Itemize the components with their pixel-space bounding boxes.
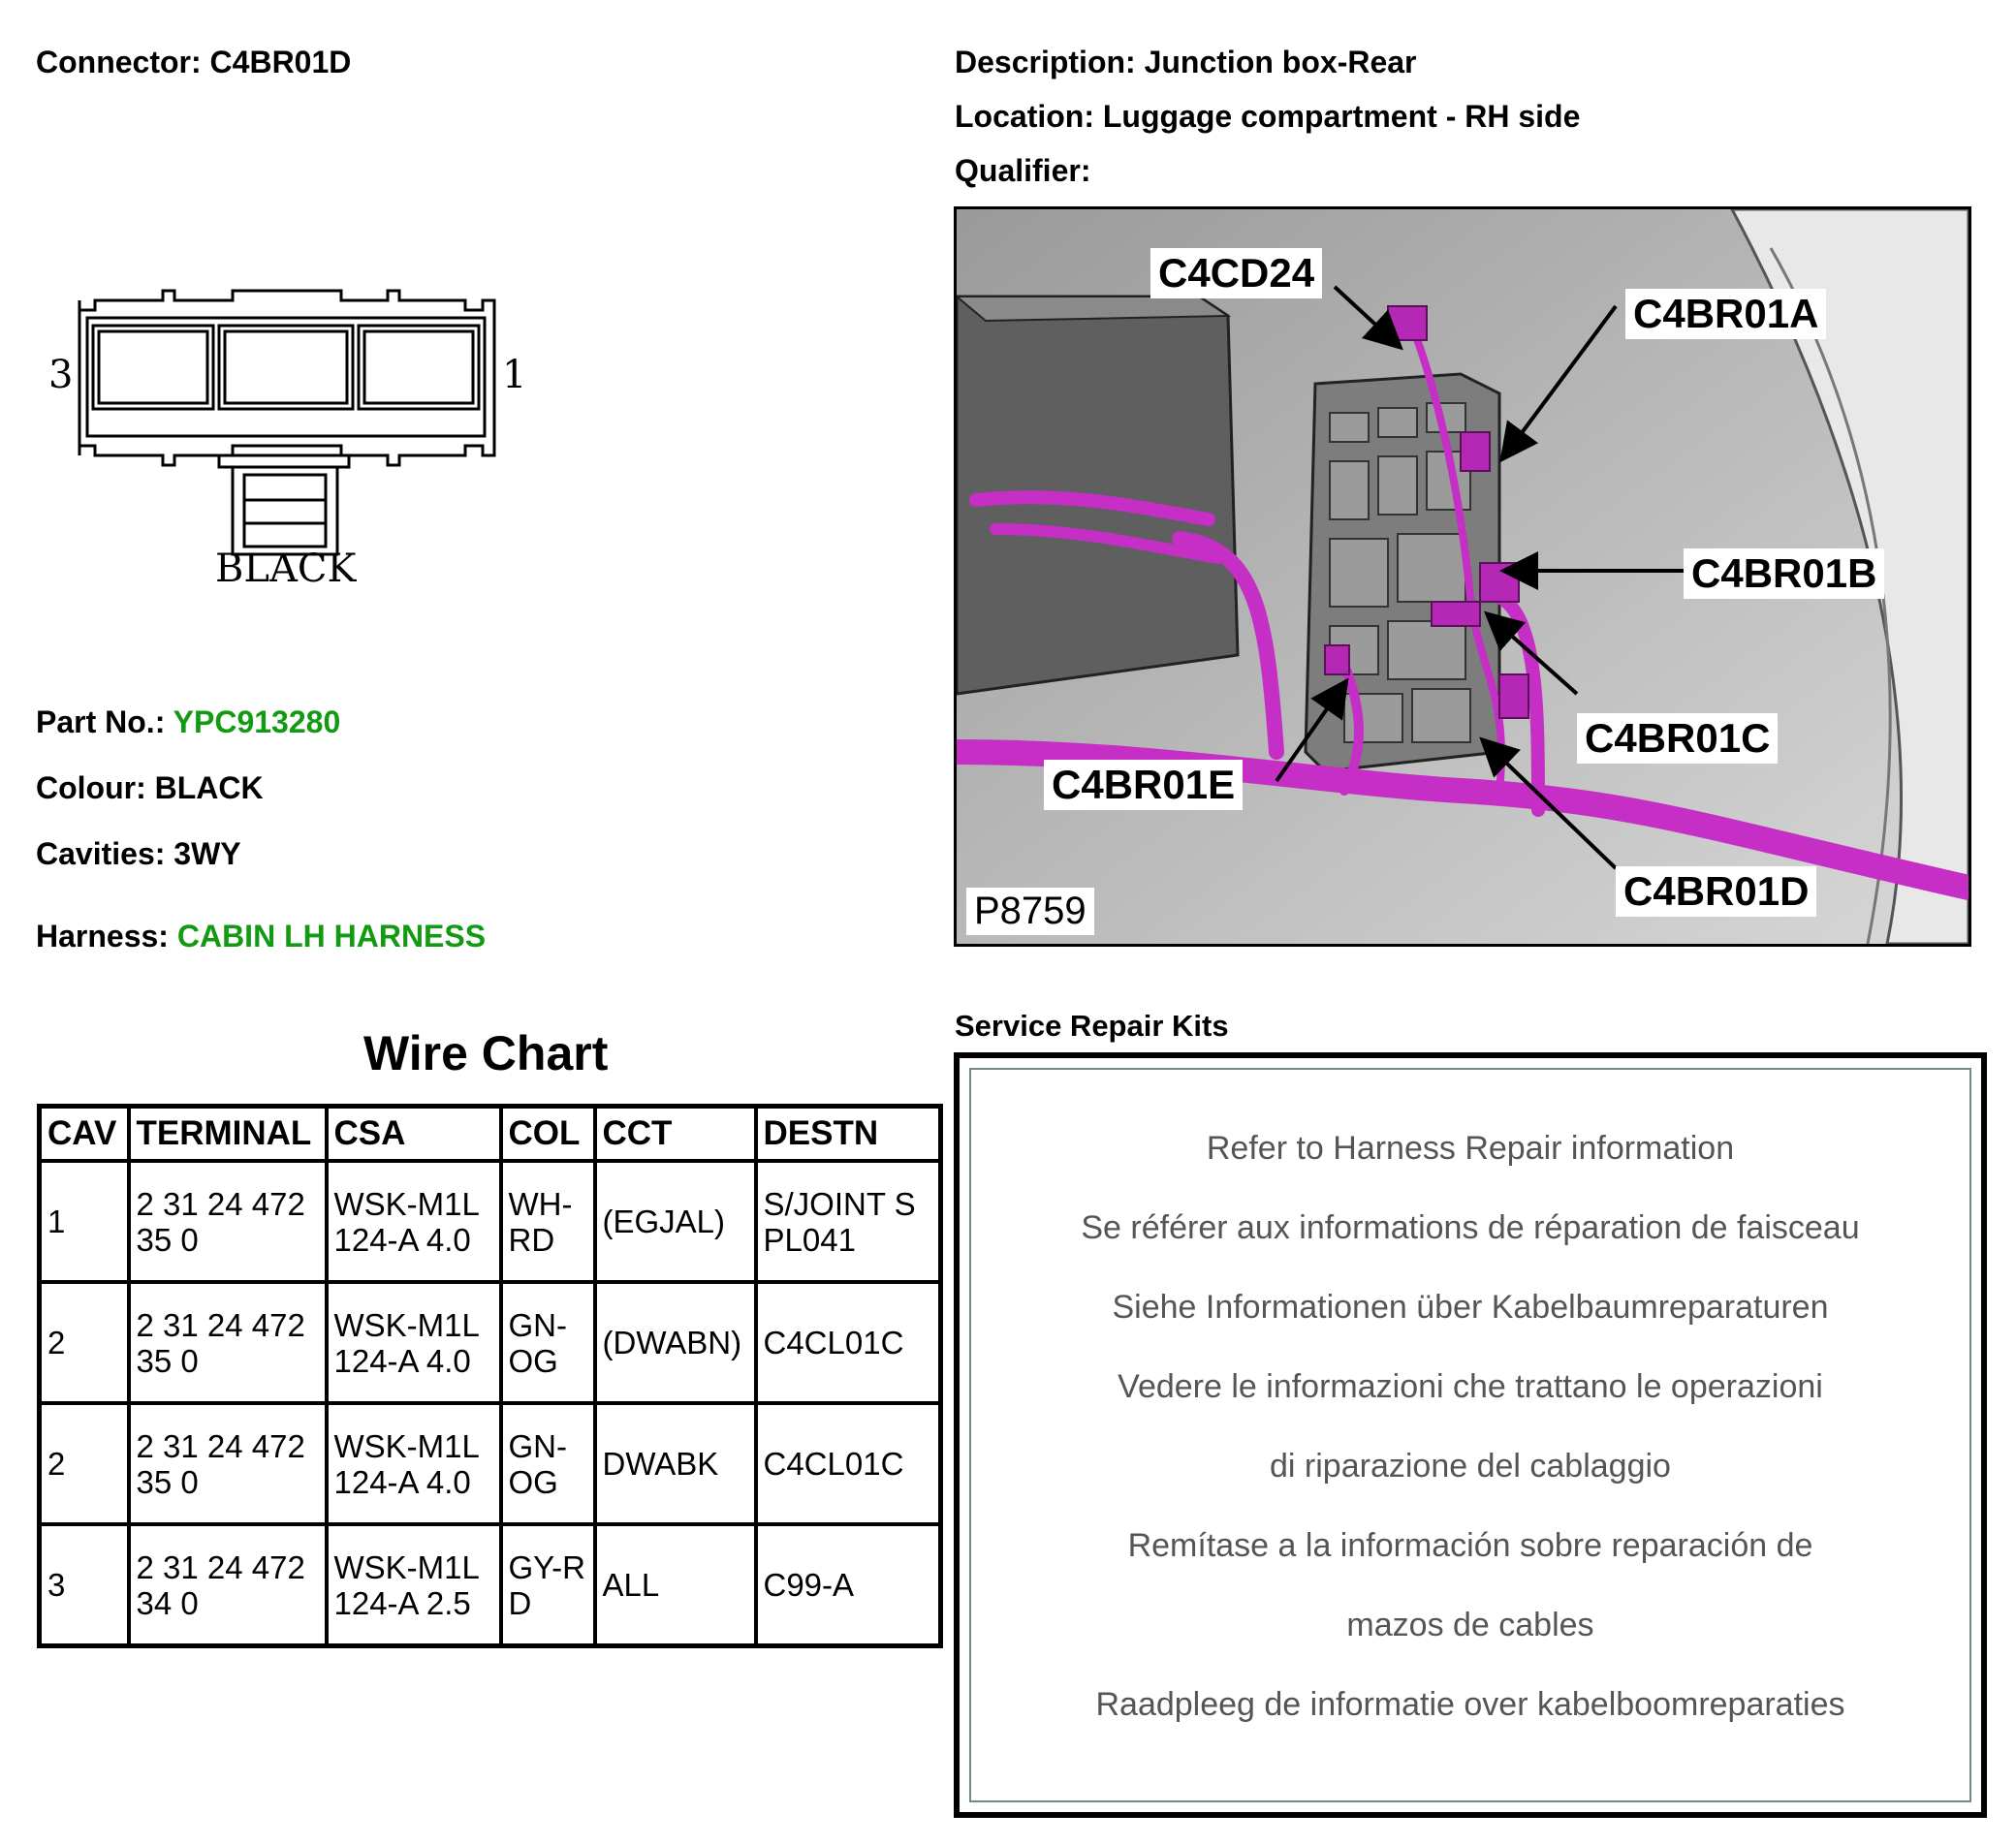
cell-destn: C4CL01C [756,1282,941,1403]
cell-col: GN-OG [501,1403,595,1524]
cell-cct: (DWABN) [595,1282,756,1403]
callout-c4br01b: C4BR01B [1684,548,1884,599]
callout-c4br01c: C4BR01C [1577,713,1778,764]
qualifier-field [955,153,1090,189]
cell-cav: 2 [40,1282,129,1403]
table-header-row [40,1107,941,1162]
description-value: Junction box-Rear [1144,45,1417,79]
cell-terminal: 2 31 24 47235 0 [129,1282,327,1403]
part-no-link[interactable]: YPC913280 [173,704,341,739]
cell-cct: ALL [595,1524,756,1646]
callout-c4br01e: C4BR01E [1044,760,1243,810]
repair-kit-line: Raadpleeg de informatie over kabelboomreparaties [1095,1686,1845,1723]
location-field [955,99,1580,135]
description-label: Description: [955,45,1136,79]
cell-cav: 3 [40,1524,129,1646]
location-photo [954,206,1971,947]
repair-kits-title: Service Repair Kits [955,1009,1229,1043]
repair-kit-line: Siehe Informationen über Kabelbaumreparaturen [1112,1289,1829,1326]
cell-col: GY-RD [501,1524,595,1646]
repair-kit-line: mazos de cables [1346,1607,1594,1643]
harness-label: Harness: [36,919,169,954]
description-field [955,45,1417,80]
connector-face-diagram [39,281,543,601]
cell-terminal: 2 31 24 47234 0 [129,1524,327,1646]
cavities-field [36,836,241,872]
harness-field [36,919,486,954]
header-csa: CSA [327,1107,501,1162]
table-row [40,1161,941,1282]
table-row [40,1282,941,1403]
wire-chart-title: Wire Chart [363,1026,609,1080]
cell-terminal: 2 31 24 47235 0 [129,1403,327,1524]
location-label: Location: [955,99,1094,134]
repair-kit-line: Vedere le informazioni che trattano le operazioni [1118,1368,1823,1405]
colour-value: BLACK [154,770,264,805]
cell-destn: S/JOINT SPL041 [756,1161,941,1282]
part-no-field [36,704,340,740]
cell-destn: C4CL01C [756,1403,941,1524]
connector-label: Connector: [36,45,202,79]
pin-label-1: 1 [502,353,527,397]
cell-col: GN-OG [501,1282,595,1403]
callout-c4cd24: C4CD24 [1150,248,1322,298]
part-no-label: Part No.: [36,704,166,739]
table-row [40,1403,941,1524]
cavities-label: Cavities: [36,836,166,871]
repair-kits-inner [969,1068,1971,1802]
qualifier-label: Qualifier: [955,153,1091,188]
cell-terminal: 2 31 24 47235 0 [129,1161,327,1282]
wire-chart-table [37,1104,943,1648]
cell-cav: 2 [40,1403,129,1524]
repair-kit-line: Se référer aux informations de réparation de faisceau [1081,1209,1860,1246]
cell-csa: WSK-M1L124-A 4.0 [327,1403,501,1524]
cell-col: WH-RD [501,1161,595,1282]
repair-kit-line: Remítase a la información sobre reparación de [1127,1527,1813,1564]
location-value: Luggage compartment - RH side [1102,99,1581,134]
header-col: COL [501,1107,595,1162]
repair-kit-line: Refer to Harness Repair information [1206,1130,1735,1167]
photo-code: P8759 [966,888,1094,935]
repair-kits-panel [954,1052,1987,1818]
cell-csa: WSK-M1L124-A 2.5 [327,1524,501,1646]
harness-link[interactable]: CABIN LH HARNESS [176,919,487,954]
cell-cav: 1 [40,1161,129,1282]
callout-c4br01d: C4BR01D [1616,866,1816,917]
header-destn: DESTN [756,1107,941,1162]
repair-kit-line: di riparazione del cablaggio [1270,1448,1671,1485]
table-row [40,1524,941,1646]
colour-field [36,770,264,806]
connector-field [36,45,351,80]
cell-destn: C99-A [756,1524,941,1646]
callout-c4br01a: C4BR01A [1625,289,1826,339]
cell-cct: (EGJAL) [595,1161,756,1282]
cell-cct: DWABK [595,1403,756,1524]
header-cav: CAV [40,1107,129,1162]
cell-csa: WSK-M1L124-A 4.0 [327,1282,501,1403]
header-terminal: TERMINAL [129,1107,327,1162]
connector-value: C4BR01D [209,45,352,79]
pin-label-3: 3 [48,353,74,397]
header-cct: CCT [595,1107,756,1162]
cavities-value: 3WY [173,836,241,871]
connector-colour-label: BLACK [215,547,357,591]
colour-label: Colour: [36,770,146,805]
cell-csa: WSK-M1L124-A 4.0 [327,1161,501,1282]
